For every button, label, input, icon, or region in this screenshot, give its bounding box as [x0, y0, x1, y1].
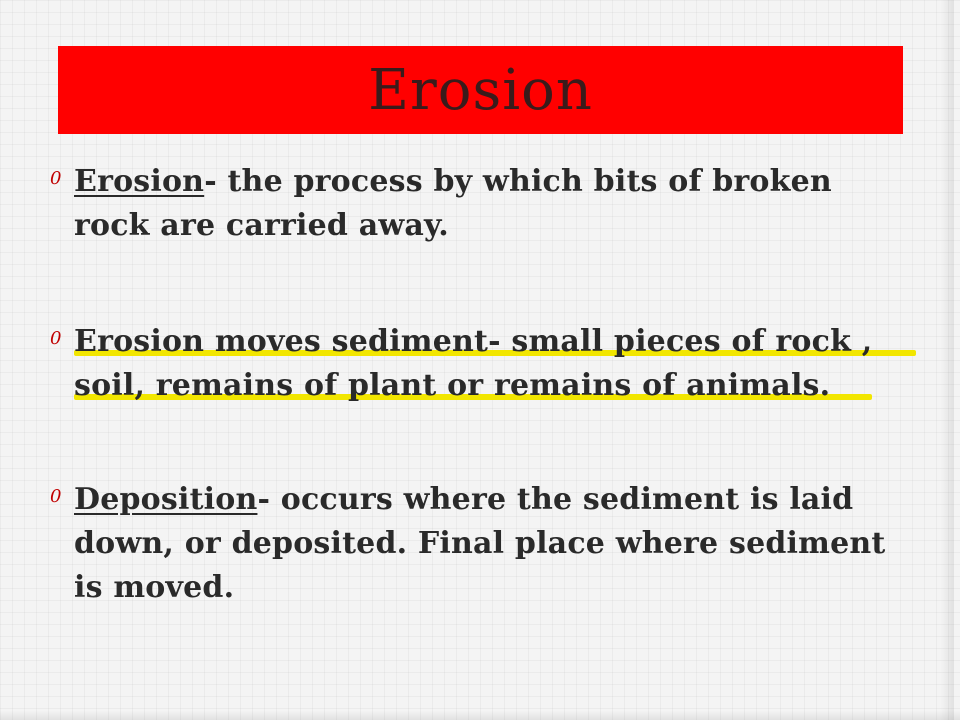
term-erosion: Erosion — [74, 164, 205, 199]
term-deposition: Deposition — [74, 482, 258, 517]
bullet-marker: 0 — [50, 168, 62, 189]
bullet-text: Erosion moves sediment- small pieces of rock , soil, remains of plant or remains of animals. — [74, 324, 873, 403]
bullet-marker: 0 — [50, 328, 62, 349]
paper-edge-shadow — [940, 0, 954, 720]
bullet-text — [74, 160, 914, 248]
title-bar — [58, 46, 903, 134]
slide-title: Erosion — [368, 58, 593, 123]
bullet-text — [74, 478, 914, 610]
definition-deposition: - occurs where the sediment is laid down, or deposited. Final place where sediment is moved. — [74, 482, 886, 605]
definition-erosion: - the process by which bits of broken rock are carried away. — [74, 164, 832, 243]
paper-bottom-shadow — [0, 710, 960, 720]
bullet-marker: 0 — [50, 486, 62, 507]
